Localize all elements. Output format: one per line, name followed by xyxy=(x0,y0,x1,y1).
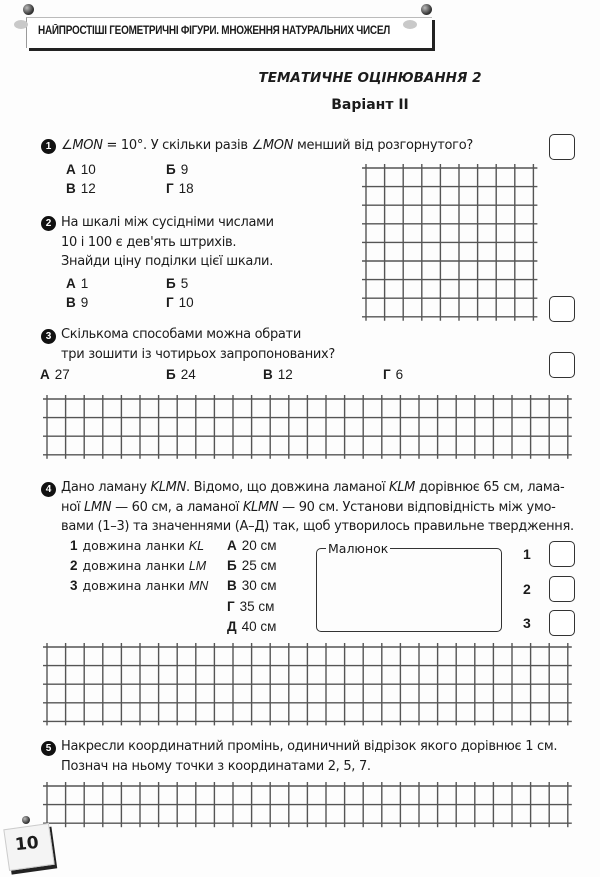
answer-label-3: 3 xyxy=(523,615,531,631)
task-number: 1 xyxy=(41,139,56,154)
value-d: Д 40 см xyxy=(227,619,277,634)
condition-2: 2 довжина ланки LM xyxy=(70,558,207,573)
option-b: Б 9 xyxy=(166,162,189,177)
option-a: А 10 xyxy=(66,162,96,177)
answer-box-task-4-2[interactable] xyxy=(549,576,575,602)
option-b: Б 24 xyxy=(166,367,196,382)
angle-name: MON xyxy=(262,138,294,153)
answer-box-task-3[interactable] xyxy=(549,352,575,378)
option-v: В 12 xyxy=(263,367,293,382)
value-g: Г 35 см xyxy=(227,599,275,614)
answer-box-task-4-3[interactable] xyxy=(549,610,575,636)
drawing-area[interactable] xyxy=(316,548,502,632)
question-text: = 10°. У скільки разів ∠ xyxy=(102,138,263,153)
answer-box-task-4-1[interactable] xyxy=(549,541,575,567)
task-number: 4 xyxy=(41,482,56,497)
condition-3: 3 довжина ланки MN xyxy=(70,578,209,593)
question-line: Познач на ньому точки з координатами 2, 5, 7. xyxy=(61,758,371,774)
value-a: А 20 см xyxy=(227,538,277,553)
question-line: Знайди ціну поділки цієї шкали. xyxy=(61,254,274,269)
angle-symbol: ∠ xyxy=(61,138,73,153)
page-title: ТЕМАТИЧНЕ ОЦІНЮВАННЯ 2 xyxy=(258,70,482,86)
task-4-question xyxy=(61,478,574,537)
question-line: Накресли координатний промінь, одиничний відрізок якого дорівнює 1 см. xyxy=(61,739,558,754)
question-line: На шкалі між сусідніми числами xyxy=(61,215,274,230)
option-v: В 12 xyxy=(66,181,96,196)
variant-title: Варіант II xyxy=(331,97,409,113)
work-grid-tasks-1-2[interactable] xyxy=(362,164,537,321)
option-a: А 27 xyxy=(40,367,70,382)
drawing-label: Малюнок xyxy=(328,541,389,556)
option-b: Б 5 xyxy=(166,276,189,291)
value-b: Б 25 см xyxy=(227,558,277,573)
task-5-question xyxy=(61,737,557,776)
question-line: вами (1–3) та значеннями (А–Д) так, щоб утворилось правильне твердження. xyxy=(61,519,574,534)
question-text: менший від розгорнутого? xyxy=(293,138,473,153)
work-grid-task-4[interactable] xyxy=(43,643,572,725)
angle-name: MON xyxy=(72,138,103,153)
work-grid-task-3[interactable] xyxy=(43,395,572,459)
pushpin-icon xyxy=(22,816,30,824)
condition-1: 1 довжина ланки KL xyxy=(70,538,205,553)
value-v: В 30 см xyxy=(227,578,277,593)
task-number: 5 xyxy=(41,741,56,756)
option-v: В 9 xyxy=(66,295,89,310)
answer-label-2: 2 xyxy=(523,581,531,597)
question-line: ної LMN — 60 см, а ламаної KLMN — 90 см. Установи відповідність між умо- xyxy=(61,499,556,515)
option-a: А 1 xyxy=(66,276,89,291)
task-number: 3 xyxy=(41,329,56,344)
option-g: Г 6 xyxy=(383,367,404,382)
option-g: Г 18 xyxy=(166,181,194,196)
question-line: Скількома способами можна обрати xyxy=(61,327,301,342)
task-number: 2 xyxy=(41,216,56,231)
section-title: НАЙПРОСТІШІ ГЕОМЕТРИЧНІ ФІГУРИ. МНОЖЕННЯ НАТУРАЛЬНИХ ЧИСЕЛ xyxy=(38,24,390,37)
question-line: 10 і 100 є дев'ять штрихів. xyxy=(61,234,237,250)
question-line: Дано ламану KLMN. Відомо, що довжина ламаної KLM дорівнює 65 см, лама- xyxy=(61,480,565,495)
page-number: 10 xyxy=(14,832,40,856)
option-g: Г 10 xyxy=(166,295,194,310)
question-line: три зошити із чотирьох запропонованих? xyxy=(61,346,336,362)
task-3-question xyxy=(61,325,335,364)
answer-label-1: 1 xyxy=(523,546,531,562)
work-grid-task-5[interactable] xyxy=(43,782,572,827)
